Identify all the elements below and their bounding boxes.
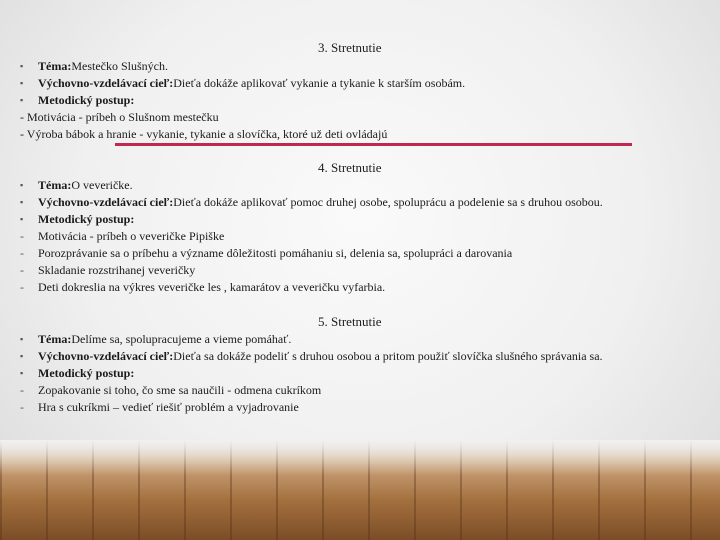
item-text: Motivácia - príbeh o veveričke Pipiške (38, 229, 225, 243)
item-label: Téma: (38, 59, 72, 73)
item-label: Téma: (38, 332, 72, 346)
section-4-heading: 4. Stretnutie (318, 160, 382, 175)
divider-line (115, 143, 632, 146)
item-label: Metodický postup: (38, 366, 135, 380)
plain-line: - Výroba bábok a hranie - vykanie, tykanie a slovíčka, ktoré už deti ovládajú (20, 127, 388, 141)
item-text: Skladanie rozstrihanej veveričky (38, 263, 196, 277)
list-item (20, 245, 603, 262)
item-label: Výchovno-vzdelávací cieľ: (38, 195, 174, 209)
list-item (20, 399, 603, 416)
list-item (20, 92, 465, 109)
bullet-icon: ▪ (20, 351, 24, 361)
list-item (20, 348, 603, 365)
item-text: Dieťa sa dokáže podeliť s druhou osobou a pritom použiť slovíčka slušného správania sa. (173, 349, 603, 363)
list-item (20, 75, 465, 92)
plain-line: - Motivácia - príbeh o Slušnom mestečku (20, 110, 219, 124)
item-text: O veveričke. (71, 178, 133, 192)
list-item (20, 365, 603, 382)
item-text: Delíme sa, spolupracujeme a vieme pomáhať. (71, 332, 292, 346)
bullet-icon: ▪ (20, 334, 24, 344)
bullet-icon: ▪ (20, 61, 24, 71)
section-3-body (20, 58, 465, 143)
bullet-icon: ▪ (20, 180, 24, 190)
dash-icon: - (20, 280, 24, 294)
item-label: Výchovno-vzdelávací cieľ: (38, 349, 174, 363)
item-label: Metodický postup: (38, 93, 135, 107)
wood-floor-background (0, 440, 720, 540)
list-item (20, 228, 603, 245)
item-label: Téma: (38, 178, 72, 192)
section-5-heading: 5. Stretnutie (318, 314, 382, 329)
list-item (20, 279, 603, 296)
bullet-icon: ▪ (20, 95, 24, 105)
list-item (20, 58, 465, 75)
dash-icon: - (20, 383, 24, 397)
dash-icon: - (20, 246, 24, 260)
dash-icon: - (20, 263, 24, 277)
list-item (20, 194, 603, 211)
list-item (20, 177, 603, 194)
bullet-icon: ▪ (20, 78, 24, 88)
list-item (20, 382, 603, 399)
item-text: Mestečko Slušných. (71, 59, 168, 73)
section-3-heading: 3. Stretnutie (318, 40, 382, 55)
item-label: Metodický postup: (38, 212, 135, 226)
item-text: Hra s cukríkmi – vedieť riešiť problém a vyjadrovanie (38, 400, 299, 414)
item-text: Dieťa dokáže aplikovať pomoc druhej osobe, spoluprácu a podelenie sa s druhou osobou. (173, 195, 603, 209)
bullet-icon: ▪ (20, 197, 24, 207)
bullet-icon: ▪ (20, 214, 24, 224)
dash-icon: - (20, 400, 24, 414)
bullet-icon: ▪ (20, 368, 24, 378)
section-5-body (20, 331, 603, 416)
item-text: Deti dokreslia na výkres veveričke les , kamarátov a veveričku vyfarbia. (38, 280, 386, 294)
list-item (20, 262, 603, 279)
item-text: Porozprávanie sa o príbehu a význame dôležitosti pomáhaniu si, delenia sa, spolupráci a darovania (38, 246, 513, 260)
list-item (20, 331, 603, 348)
item-label: Výchovno-vzdelávací cieľ: (38, 76, 174, 90)
item-text: Dieťa dokáže aplikovať vykanie a tykanie k starším osobám. (173, 76, 466, 90)
list-item (20, 211, 603, 228)
section-4-body (20, 177, 603, 296)
dash-icon: - (20, 229, 24, 243)
item-text: Zopakovanie si toho, čo sme sa naučili - odmena cukríkom (38, 383, 322, 397)
